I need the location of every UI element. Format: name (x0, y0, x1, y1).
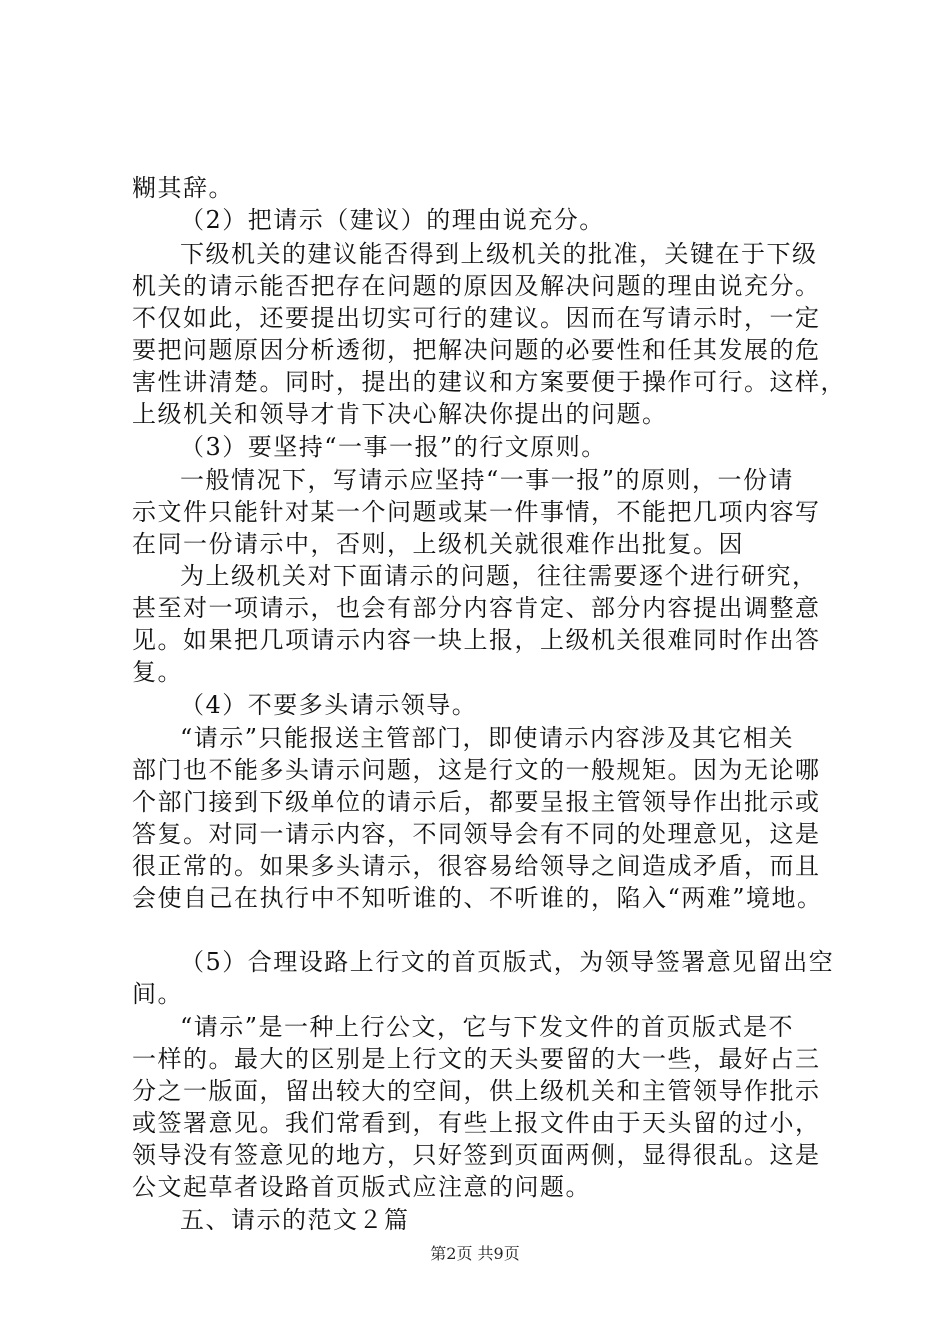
text-line: 答复。对同一请示内容，不同领导会有不同的处理意见，这是 (132, 820, 821, 848)
text-line: 部门也不能多头请示问题，这是行文的一般规矩。因为无论哪 (132, 756, 821, 784)
text-line: 公文起草者设路首页版式应注意的问题。 (132, 1173, 591, 1201)
page-number-footer: 第2页 共9页 (430, 1244, 520, 1263)
text-line: 机关的请示能否把存在问题的原因及解决问题的理由说充分。 (132, 272, 821, 300)
text-line: 会使自己在执行中不知听谁的、不听谁的，陷入“两难”境地。 (132, 884, 823, 912)
text-line: 见。如果把几项请示内容一块上报，上级机关很难同时作出答 (132, 626, 821, 654)
text-line: 为上级机关对下面请示的问题，往往需要逐个进行研究， (180, 562, 818, 590)
text-line: 糊其辞。 (132, 174, 234, 202)
section-heading-4: （4）不要多头请示领导。 (180, 691, 478, 719)
text-line: 或签署意见。我们常看到，有些上报文件由于天头留的过小， (132, 1109, 821, 1137)
text-line: 个部门接到下级单位的请示后，都要呈报主管领导作出批示或 (132, 788, 821, 816)
section-heading-3: （3）要坚持“一事一报”的行文原则。 (180, 433, 607, 461)
text-line: 一般情况下，写请示应坚持“一事一报”的原则，一份请 (180, 466, 795, 494)
text-line: 很正常的。如果多头请示，很容易给领导之间造成矛盾，而且 (132, 852, 821, 880)
text-line: 示文件只能针对某一个问题或某一件事情，不能把几项内容写 (132, 498, 821, 526)
section-heading-2: （2）把请示（建议）的理由说充分。 (180, 206, 605, 234)
text-line: 在同一份请示中，否则，上级机关就很难作出批复。因 (132, 530, 744, 558)
text-line: 领导没有签意见的地方，只好签到页面两侧，显得很乱。这是 (132, 1141, 821, 1169)
section-heading-5: （5）合理设路上行文的首页版式，为领导签署意见留出空 (180, 948, 835, 976)
text-line: 不仅如此，还要提出切实可行的建议。因而在写请示时，一定 (132, 304, 821, 332)
text-line: 要把问题原因分析透彻，把解决问题的必要性和任其发展的危 (132, 336, 821, 364)
text-line: 上级机关和领导才肯下决心解决你提出的问题。 (132, 400, 668, 428)
text-line: 害性讲清楚。同时，提出的建议和方案要便于操作可行。这样， (132, 368, 846, 396)
text-line: 复。 (132, 658, 183, 686)
text-line: 分之一版面，留出较大的空间，供上级机关和主管领导作批示 (132, 1077, 821, 1105)
text-line: 一样的。最大的区别是上行文的天头要留的大一些，最好占三 (132, 1045, 821, 1073)
text-line: 甚至对一项请示，也会有部分内容肯定、部分内容提出调整意 (132, 594, 821, 622)
text-line: 下级机关的建议能否得到上级机关的批准，关键在于下级 (180, 240, 818, 268)
text-line: “请示”是一种上行公文，它与下发文件的首页版式是不 (180, 1013, 795, 1041)
section-heading-five: 五、请示的范文２篇 (180, 1206, 410, 1234)
text-line: 间。 (132, 980, 183, 1008)
text-line: “请示”只能报送主管部门，即使请示内容涉及其它相关 (180, 724, 795, 752)
